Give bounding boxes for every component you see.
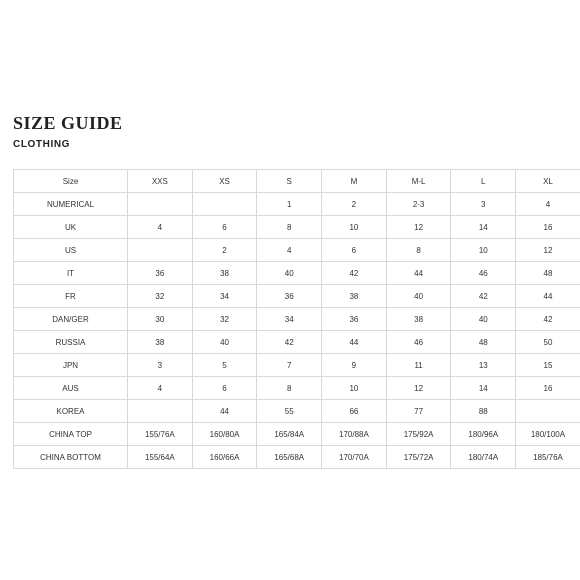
table-cell: 155/64A — [128, 446, 193, 469]
table-cell: 175/92A — [386, 423, 451, 446]
table-cell: 34 — [257, 308, 322, 331]
table-cell: 44 — [322, 331, 387, 354]
table-cell: 40 — [257, 262, 322, 285]
size-column-header: Size — [14, 170, 128, 193]
table-cell: 165/68A — [257, 446, 322, 469]
table-row — [14, 354, 580, 377]
size-header-xxs: XXS — [128, 170, 193, 193]
table-cell: 4 — [128, 377, 193, 400]
table-cell: 8 — [257, 377, 322, 400]
table-cell: 44 — [386, 262, 451, 285]
table-cell: 4 — [128, 216, 193, 239]
table-cell: 38 — [322, 285, 387, 308]
table-cell: 42 — [322, 262, 387, 285]
table-row — [14, 285, 580, 308]
table-cell: 10 — [322, 216, 387, 239]
table-cell: 42 — [257, 331, 322, 354]
table-cell: 180/96A — [451, 423, 516, 446]
table-cell: 36 — [322, 308, 387, 331]
table-row — [14, 446, 580, 469]
table-cell: 46 — [386, 331, 451, 354]
table-cell: 170/70A — [322, 446, 387, 469]
size-header-xs: XS — [192, 170, 257, 193]
table-cell: 44 — [192, 400, 257, 423]
table-cell: 165/84A — [257, 423, 322, 446]
table-cell: 46 — [451, 262, 516, 285]
row-label: FR — [14, 285, 128, 308]
table-row — [14, 377, 580, 400]
table-cell: 40 — [192, 331, 257, 354]
table-cell: 4 — [257, 239, 322, 262]
table-cell: 32 — [128, 285, 193, 308]
table-cell: 180/74A — [451, 446, 516, 469]
table-cell: 10 — [451, 239, 516, 262]
size-guide-table — [13, 169, 580, 469]
table-row — [14, 193, 580, 216]
table-row — [14, 331, 580, 354]
row-label: KOREA — [14, 400, 128, 423]
row-label: UK — [14, 216, 128, 239]
table-cell: 48 — [451, 331, 516, 354]
table-cell: 185/76A — [516, 446, 580, 469]
table-row — [14, 216, 580, 239]
table-cell: 30 — [128, 308, 193, 331]
size-header-m-l: M-L — [386, 170, 451, 193]
row-label: CHINA BOTTOM — [14, 446, 128, 469]
table-row — [14, 423, 580, 446]
size-header-l: L — [451, 170, 516, 193]
table-cell — [128, 400, 193, 423]
table-cell: 4 — [516, 193, 580, 216]
row-label: CHINA TOP — [14, 423, 128, 446]
table-cell: 180/100A — [516, 423, 580, 446]
row-label: JPN — [14, 354, 128, 377]
table-cell: 6 — [192, 216, 257, 239]
table-cell: 12 — [386, 216, 451, 239]
table-cell: 38 — [386, 308, 451, 331]
table-cell: 6 — [192, 377, 257, 400]
row-label: US — [14, 239, 128, 262]
table-cell: 2 — [192, 239, 257, 262]
size-header-s: S — [257, 170, 322, 193]
table-cell: 160/80A — [192, 423, 257, 446]
table-cell: 77 — [386, 400, 451, 423]
size-guide-title: SIZE GUIDE — [13, 113, 123, 133]
table-cell: 1 — [257, 193, 322, 216]
row-label: NUMERICAL — [14, 193, 128, 216]
row-label: AUS — [14, 377, 128, 400]
table-cell: 6 — [322, 239, 387, 262]
table-cell: 14 — [451, 216, 516, 239]
table-cell — [128, 239, 193, 262]
table-cell: 12 — [516, 239, 580, 262]
table-row — [14, 400, 580, 423]
table-cell: 40 — [386, 285, 451, 308]
table-cell: 42 — [516, 308, 580, 331]
table-cell: 36 — [128, 262, 193, 285]
table-cell: 15 — [516, 354, 580, 377]
table-cell: 7 — [257, 354, 322, 377]
table-row — [14, 239, 580, 262]
table-cell: 8 — [257, 216, 322, 239]
table-cell — [128, 193, 193, 216]
table-cell: 8 — [386, 239, 451, 262]
table-cell: 160/66A — [192, 446, 257, 469]
table-cell: 9 — [322, 354, 387, 377]
table-cell: 16 — [516, 377, 580, 400]
table-cell: 2-3 — [386, 193, 451, 216]
table-cell: 10 — [322, 377, 387, 400]
table-cell: 170/88A — [322, 423, 387, 446]
size-header-xl: XL — [516, 170, 580, 193]
table-cell: 50 — [516, 331, 580, 354]
table-cell — [516, 400, 580, 423]
table-cell: 175/72A — [386, 446, 451, 469]
table-cell: 38 — [128, 331, 193, 354]
table-cell: 44 — [516, 285, 580, 308]
table-cell: 12 — [386, 377, 451, 400]
table-cell: 36 — [257, 285, 322, 308]
table-cell: 40 — [451, 308, 516, 331]
table-cell: 38 — [192, 262, 257, 285]
table-cell: 55 — [257, 400, 322, 423]
table-cell: 88 — [451, 400, 516, 423]
table-header-row — [14, 170, 580, 193]
clothing-subtitle: CLOTHING — [13, 139, 71, 150]
table-row — [14, 262, 580, 285]
table-cell: 13 — [451, 354, 516, 377]
table-cell: 5 — [192, 354, 257, 377]
table-cell: 3 — [128, 354, 193, 377]
table-cell: 3 — [451, 193, 516, 216]
table-cell: 11 — [386, 354, 451, 377]
table-cell: 66 — [322, 400, 387, 423]
row-label: RUSSIA — [14, 331, 128, 354]
table-cell: 32 — [192, 308, 257, 331]
table-row — [14, 308, 580, 331]
row-label: DAN/GER — [14, 308, 128, 331]
table-cell: 16 — [516, 216, 580, 239]
table-cell: 48 — [516, 262, 580, 285]
size-header-m: M — [322, 170, 387, 193]
table-cell: 2 — [322, 193, 387, 216]
table-cell: 155/76A — [128, 423, 193, 446]
table-cell: 14 — [451, 377, 516, 400]
table-cell: 34 — [192, 285, 257, 308]
table-cell — [192, 193, 257, 216]
row-label: IT — [14, 262, 128, 285]
table-cell: 42 — [451, 285, 516, 308]
